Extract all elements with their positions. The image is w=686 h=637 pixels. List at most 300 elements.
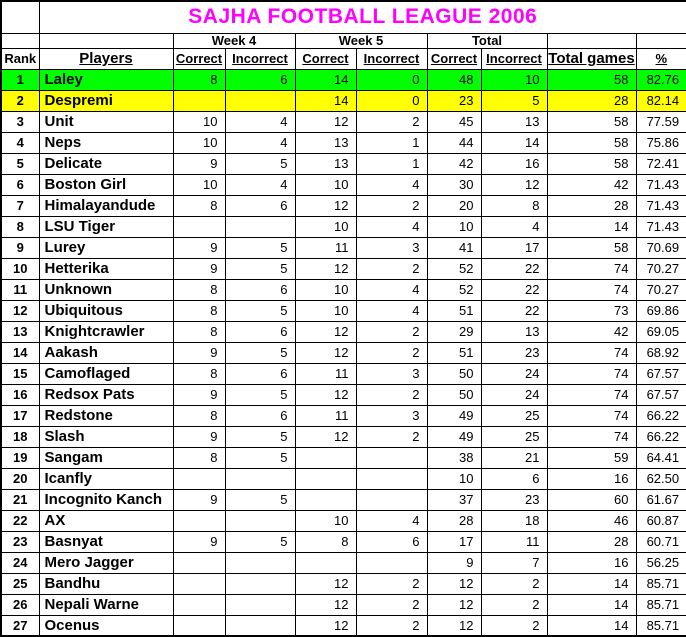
total-games-cell: 74 <box>547 363 636 384</box>
player-name-cell: Unit <box>39 111 173 132</box>
total-games-cell: 74 <box>547 279 636 300</box>
total-group-header: Total <box>427 33 547 48</box>
group-row-rank-spacer <box>1 33 39 48</box>
total-correct-cell: 51 <box>427 342 481 363</box>
percent-cell: 67.57 <box>636 363 686 384</box>
player-name-cell: Knightcrawler <box>39 321 173 342</box>
percent-cell: 71.43 <box>636 195 686 216</box>
table-row <box>1 300 686 321</box>
week4-incorrect-cell: 5 <box>225 426 295 447</box>
week4-correct-cell: 9 <box>173 489 225 510</box>
total-games-cell: 74 <box>547 258 636 279</box>
group-row-players-spacer <box>39 33 173 48</box>
week4-correct-cell: 8 <box>173 195 225 216</box>
player-name-cell: Ocenus <box>39 615 173 636</box>
table-row <box>1 405 686 426</box>
player-name-cell: Incognito Kanch <box>39 489 173 510</box>
week5-incorrect-cell: 2 <box>356 342 427 363</box>
total-games-cell: 14 <box>547 216 636 237</box>
week5-incorrect-cell: 2 <box>356 258 427 279</box>
player-name-cell: AX <box>39 510 173 531</box>
league-table-body <box>1 69 686 636</box>
percent-cell: 82.76 <box>636 69 686 90</box>
total-correct-cell: 51 <box>427 300 481 321</box>
week4-correct-cell <box>173 90 225 111</box>
week5-correct-cell: 12 <box>295 258 356 279</box>
player-name-cell: Ubiquitous <box>39 300 173 321</box>
total-correct-cell: 38 <box>427 447 481 468</box>
player-name-cell: Unknown <box>39 279 173 300</box>
rank-cell: 17 <box>1 405 39 426</box>
week5-incorrect-cell: 1 <box>356 153 427 174</box>
table-row <box>1 489 686 510</box>
week4-incorrect-cell <box>225 573 295 594</box>
total-incorrect-cell: 17 <box>481 237 547 258</box>
week5-correct-cell: 12 <box>295 342 356 363</box>
week5-incorrect-cell: 2 <box>356 426 427 447</box>
total-incorrect-cell: 8 <box>481 195 547 216</box>
percent-cell: 70.69 <box>636 237 686 258</box>
total-games-cell: 28 <box>547 531 636 552</box>
total-incorrect-cell: 6 <box>481 468 547 489</box>
total-incorrect-cell: 23 <box>481 489 547 510</box>
total-games-cell: 28 <box>547 90 636 111</box>
total-correct-cell: 10 <box>427 468 481 489</box>
total-incorrect-cell: 13 <box>481 111 547 132</box>
week4-correct-cell: 8 <box>173 69 225 90</box>
week4-incorrect-cell <box>225 552 295 573</box>
week5-correct-cell: 10 <box>295 279 356 300</box>
week4-correct-cell <box>173 615 225 636</box>
total-games-cell: 58 <box>547 132 636 153</box>
total-correct-cell: 10 <box>427 216 481 237</box>
week4-incorrect-cell: 6 <box>225 279 295 300</box>
week4-incorrect-cell: 6 <box>225 321 295 342</box>
total-incorrect-cell: 22 <box>481 279 547 300</box>
rank-header: Rank <box>1 48 39 69</box>
week5-incorrect-cell: 4 <box>356 174 427 195</box>
total-correct-cell: 52 <box>427 258 481 279</box>
player-name-cell: Hetterika <box>39 258 173 279</box>
total-incorrect-cell: 2 <box>481 594 547 615</box>
week4-correct-cell: 9 <box>173 342 225 363</box>
total-incorrect-header: Incorrect <box>481 48 547 69</box>
table-row <box>1 573 686 594</box>
week4-correct-cell: 8 <box>173 363 225 384</box>
total-incorrect-cell: 25 <box>481 426 547 447</box>
percent-cell: 75.86 <box>636 132 686 153</box>
week5-incorrect-cell <box>356 468 427 489</box>
total-games-cell: 59 <box>547 447 636 468</box>
total-correct-cell: 49 <box>427 426 481 447</box>
rank-cell: 3 <box>1 111 39 132</box>
week5-correct-cell: 12 <box>295 321 356 342</box>
player-name-cell: Neps <box>39 132 173 153</box>
week4-incorrect-cell: 5 <box>225 237 295 258</box>
total-games-cell: 74 <box>547 342 636 363</box>
total-games-cell: 14 <box>547 594 636 615</box>
week4-correct-cell: 8 <box>173 405 225 426</box>
total-correct-cell: 12 <box>427 615 481 636</box>
total-games-cell: 14 <box>547 615 636 636</box>
percent-cell: 62.50 <box>636 468 686 489</box>
table-row <box>1 552 686 573</box>
total-games-cell: 46 <box>547 510 636 531</box>
total-incorrect-cell: 21 <box>481 447 547 468</box>
total-correct-cell: 48 <box>427 69 481 90</box>
table-row <box>1 258 686 279</box>
total-incorrect-cell: 13 <box>481 321 547 342</box>
rank-cell: 14 <box>1 342 39 363</box>
week5-correct-header: Correct <box>295 48 356 69</box>
week5-group-header: Week 5 <box>295 33 427 48</box>
week4-correct-cell: 9 <box>173 384 225 405</box>
week5-correct-cell: 10 <box>295 510 356 531</box>
week5-correct-cell: 10 <box>295 174 356 195</box>
table-row <box>1 384 686 405</box>
total-incorrect-cell: 25 <box>481 405 547 426</box>
player-name-cell: Mero Jagger <box>39 552 173 573</box>
week5-incorrect-cell: 4 <box>356 216 427 237</box>
total-correct-cell: 52 <box>427 279 481 300</box>
week5-incorrect-cell: 2 <box>356 321 427 342</box>
week5-correct-cell: 14 <box>295 69 356 90</box>
week5-incorrect-cell: 4 <box>356 300 427 321</box>
week5-correct-cell: 13 <box>295 132 356 153</box>
week5-correct-cell: 11 <box>295 363 356 384</box>
week4-incorrect-cell <box>225 468 295 489</box>
percent-cell: 67.57 <box>636 384 686 405</box>
week5-correct-cell: 12 <box>295 195 356 216</box>
table-row <box>1 426 686 447</box>
rank-cell: 27 <box>1 615 39 636</box>
total-games-cell: 16 <box>547 552 636 573</box>
percent-cell: 56.25 <box>636 552 686 573</box>
percent-cell: 69.86 <box>636 300 686 321</box>
total-incorrect-cell: 24 <box>481 363 547 384</box>
week4-correct-header: Correct <box>173 48 225 69</box>
table-row <box>1 153 686 174</box>
column-header-row <box>1 48 686 69</box>
week5-correct-cell: 11 <box>295 405 356 426</box>
total-correct-cell: 20 <box>427 195 481 216</box>
rank-cell: 10 <box>1 258 39 279</box>
player-name-cell: Lurey <box>39 237 173 258</box>
player-name-cell: Slash <box>39 426 173 447</box>
total-correct-cell: 28 <box>427 510 481 531</box>
player-name-cell: Redstone <box>39 405 173 426</box>
rank-cell: 22 <box>1 510 39 531</box>
player-name-cell: Icanfly <box>39 468 173 489</box>
week4-incorrect-cell <box>225 510 295 531</box>
rank-cell: 12 <box>1 300 39 321</box>
rank-cell: 26 <box>1 594 39 615</box>
week5-correct-cell: 12 <box>295 573 356 594</box>
total-games-cell: 60 <box>547 489 636 510</box>
total-incorrect-cell: 5 <box>481 90 547 111</box>
week4-correct-cell: 10 <box>173 111 225 132</box>
week4-incorrect-cell: 5 <box>225 342 295 363</box>
total-games-cell: 58 <box>547 153 636 174</box>
player-name-cell: Bandhu <box>39 573 173 594</box>
week4-incorrect-cell: 5 <box>225 258 295 279</box>
week5-correct-cell: 12 <box>295 111 356 132</box>
week4-correct-cell <box>173 552 225 573</box>
total-incorrect-cell: 24 <box>481 384 547 405</box>
total-games-cell: 42 <box>547 174 636 195</box>
rank-cell: 5 <box>1 153 39 174</box>
rank-cell: 7 <box>1 195 39 216</box>
week5-correct-cell: 12 <box>295 594 356 615</box>
rank-cell: 11 <box>1 279 39 300</box>
week5-incorrect-cell: 3 <box>356 405 427 426</box>
total-correct-header: Correct <box>427 48 481 69</box>
total-correct-cell: 50 <box>427 384 481 405</box>
group-header-row <box>1 33 686 48</box>
percent-cell: 69.05 <box>636 321 686 342</box>
total-correct-cell: 12 <box>427 573 481 594</box>
total-incorrect-cell: 22 <box>481 258 547 279</box>
week4-correct-cell <box>173 468 225 489</box>
rank-cell: 23 <box>1 531 39 552</box>
total-incorrect-cell: 22 <box>481 300 547 321</box>
total-incorrect-cell: 12 <box>481 174 547 195</box>
week4-correct-cell: 8 <box>173 447 225 468</box>
total-incorrect-cell: 16 <box>481 153 547 174</box>
total-correct-cell: 41 <box>427 237 481 258</box>
percent-cell: 66.22 <box>636 405 686 426</box>
week5-correct-cell: 12 <box>295 615 356 636</box>
total-incorrect-cell: 10 <box>481 69 547 90</box>
week5-incorrect-cell: 2 <box>356 594 427 615</box>
players-header: Players <box>39 48 173 69</box>
total-games-cell: 74 <box>547 426 636 447</box>
week4-correct-cell: 8 <box>173 300 225 321</box>
total-games-cell: 58 <box>547 111 636 132</box>
rank-cell: 15 <box>1 363 39 384</box>
percent-cell: 85.71 <box>636 573 686 594</box>
week5-incorrect-cell: 2 <box>356 615 427 636</box>
week5-incorrect-cell: 3 <box>356 237 427 258</box>
week4-correct-cell: 9 <box>173 426 225 447</box>
table-row <box>1 594 686 615</box>
total-correct-cell: 37 <box>427 489 481 510</box>
week4-correct-cell: 10 <box>173 174 225 195</box>
rank-cell: 13 <box>1 321 39 342</box>
table-row <box>1 468 686 489</box>
player-name-cell: LSU Tiger <box>39 216 173 237</box>
week5-correct-cell: 12 <box>295 426 356 447</box>
week5-correct-cell: 10 <box>295 216 356 237</box>
week4-incorrect-cell: 5 <box>225 447 295 468</box>
percent-cell: 64.41 <box>636 447 686 468</box>
percent-cell: 70.27 <box>636 258 686 279</box>
percent-cell: 72.41 <box>636 153 686 174</box>
table-row <box>1 342 686 363</box>
player-name-cell: Redsox Pats <box>39 384 173 405</box>
week5-incorrect-cell: 4 <box>356 510 427 531</box>
player-name-cell: Himalayandude <box>39 195 173 216</box>
week4-correct-cell: 9 <box>173 153 225 174</box>
total-games-cell: 28 <box>547 195 636 216</box>
group-row-total-games-spacer <box>547 33 636 48</box>
total-correct-cell: 42 <box>427 153 481 174</box>
week4-correct-cell: 9 <box>173 531 225 552</box>
total-incorrect-cell: 7 <box>481 552 547 573</box>
week5-correct-cell: 12 <box>295 384 356 405</box>
table-row <box>1 111 686 132</box>
table-row <box>1 237 686 258</box>
week4-incorrect-cell <box>225 594 295 615</box>
week5-incorrect-cell: 2 <box>356 384 427 405</box>
week5-correct-cell <box>295 447 356 468</box>
table-row <box>1 90 686 111</box>
week4-incorrect-cell: 5 <box>225 300 295 321</box>
table-row <box>1 363 686 384</box>
week4-incorrect-cell: 5 <box>225 384 295 405</box>
week4-incorrect-cell: 6 <box>225 69 295 90</box>
week4-incorrect-cell <box>225 90 295 111</box>
total-games-cell: 74 <box>547 384 636 405</box>
total-incorrect-cell: 4 <box>481 216 547 237</box>
percent-cell: 77.59 <box>636 111 686 132</box>
week5-incorrect-cell: 4 <box>356 279 427 300</box>
total-correct-cell: 29 <box>427 321 481 342</box>
player-name-cell: Despremi <box>39 90 173 111</box>
total-incorrect-cell: 18 <box>481 510 547 531</box>
total-correct-cell: 45 <box>427 111 481 132</box>
week5-incorrect-cell: 2 <box>356 111 427 132</box>
rank-cell: 16 <box>1 384 39 405</box>
week4-correct-cell <box>173 594 225 615</box>
week5-incorrect-cell <box>356 447 427 468</box>
table-row <box>1 216 686 237</box>
total-correct-cell: 12 <box>427 594 481 615</box>
percent-cell: 68.92 <box>636 342 686 363</box>
total-correct-cell: 9 <box>427 552 481 573</box>
week4-incorrect-cell <box>225 615 295 636</box>
table-row <box>1 132 686 153</box>
rank-cell: 1 <box>1 69 39 90</box>
week4-correct-cell: 9 <box>173 237 225 258</box>
week5-correct-cell <box>295 552 356 573</box>
table-row <box>1 174 686 195</box>
week5-incorrect-cell: 6 <box>356 531 427 552</box>
week5-correct-cell: 14 <box>295 90 356 111</box>
percent-cell: 61.67 <box>636 489 686 510</box>
percent-cell: 60.87 <box>636 510 686 531</box>
week4-correct-cell <box>173 510 225 531</box>
rank-cell: 24 <box>1 552 39 573</box>
week5-incorrect-cell: 2 <box>356 195 427 216</box>
rank-cell: 6 <box>1 174 39 195</box>
percent-cell: 85.71 <box>636 615 686 636</box>
page-title: SAJHA FOOTBALL LEAGUE 2006 <box>39 1 686 33</box>
week4-correct-cell: 9 <box>173 258 225 279</box>
player-name-cell: Sangam <box>39 447 173 468</box>
percent-cell: 71.43 <box>636 216 686 237</box>
week5-correct-cell: 11 <box>295 237 356 258</box>
week5-correct-cell: 13 <box>295 153 356 174</box>
total-incorrect-cell: 14 <box>481 132 547 153</box>
week4-incorrect-cell: 4 <box>225 132 295 153</box>
title-row-spacer-cell <box>1 1 39 33</box>
total-games-cell: 73 <box>547 300 636 321</box>
total-correct-cell: 44 <box>427 132 481 153</box>
total-correct-cell: 23 <box>427 90 481 111</box>
week4-group-header: Week 4 <box>173 33 295 48</box>
table-row <box>1 531 686 552</box>
percent-cell: 60.71 <box>636 531 686 552</box>
player-name-cell: Delicate <box>39 153 173 174</box>
total-games-header: Total games <box>548 50 635 67</box>
player-name-cell: Basnyat <box>39 531 173 552</box>
rank-cell: 19 <box>1 447 39 468</box>
week4-incorrect-cell: 4 <box>225 174 295 195</box>
group-row-percent-spacer <box>636 33 686 48</box>
percent-cell: 85.71 <box>636 594 686 615</box>
total-games-cell: 14 <box>547 573 636 594</box>
week4-correct-cell: 8 <box>173 321 225 342</box>
week5-correct-cell <box>295 489 356 510</box>
table-row <box>1 510 686 531</box>
week5-incorrect-cell: 0 <box>356 90 427 111</box>
total-games-cell: 16 <box>547 468 636 489</box>
rank-cell: 8 <box>1 216 39 237</box>
week4-incorrect-cell: 5 <box>225 531 295 552</box>
week4-incorrect-cell: 5 <box>225 489 295 510</box>
total-games-cell: 42 <box>547 321 636 342</box>
rank-cell: 9 <box>1 237 39 258</box>
total-games-cell: 58 <box>547 69 636 90</box>
table-row <box>1 279 686 300</box>
rank-cell: 20 <box>1 468 39 489</box>
week5-incorrect-cell: 0 <box>356 69 427 90</box>
week4-correct-cell <box>173 573 225 594</box>
week5-incorrect-cell: 1 <box>356 132 427 153</box>
total-correct-cell: 50 <box>427 363 481 384</box>
week5-incorrect-cell: 3 <box>356 363 427 384</box>
player-name-cell: Camoflaged <box>39 363 173 384</box>
week4-incorrect-cell: 6 <box>225 195 295 216</box>
week4-correct-cell: 8 <box>173 279 225 300</box>
player-name-cell: Nepali Warne <box>39 594 173 615</box>
total-correct-cell: 30 <box>427 174 481 195</box>
week4-incorrect-cell: 5 <box>225 153 295 174</box>
week4-incorrect-cell: 4 <box>225 111 295 132</box>
total-games-cell: 58 <box>547 237 636 258</box>
percent-cell: 66.22 <box>636 426 686 447</box>
week4-correct-cell <box>173 216 225 237</box>
table-row <box>1 447 686 468</box>
week4-correct-cell: 10 <box>173 132 225 153</box>
week5-incorrect-cell <box>356 552 427 573</box>
total-incorrect-cell: 2 <box>481 615 547 636</box>
rank-cell: 2 <box>1 90 39 111</box>
week4-incorrect-cell <box>225 216 295 237</box>
table-row <box>1 615 686 636</box>
player-name-cell: Boston Girl <box>39 174 173 195</box>
percent-cell: 70.27 <box>636 279 686 300</box>
total-incorrect-cell: 11 <box>481 531 547 552</box>
week4-incorrect-header: Incorrect <box>225 48 295 69</box>
total-games-cell: 74 <box>547 405 636 426</box>
rank-cell: 21 <box>1 489 39 510</box>
week4-incorrect-cell: 6 <box>225 363 295 384</box>
week5-correct-cell: 10 <box>295 300 356 321</box>
title-row <box>1 1 686 33</box>
table-row <box>1 69 686 90</box>
